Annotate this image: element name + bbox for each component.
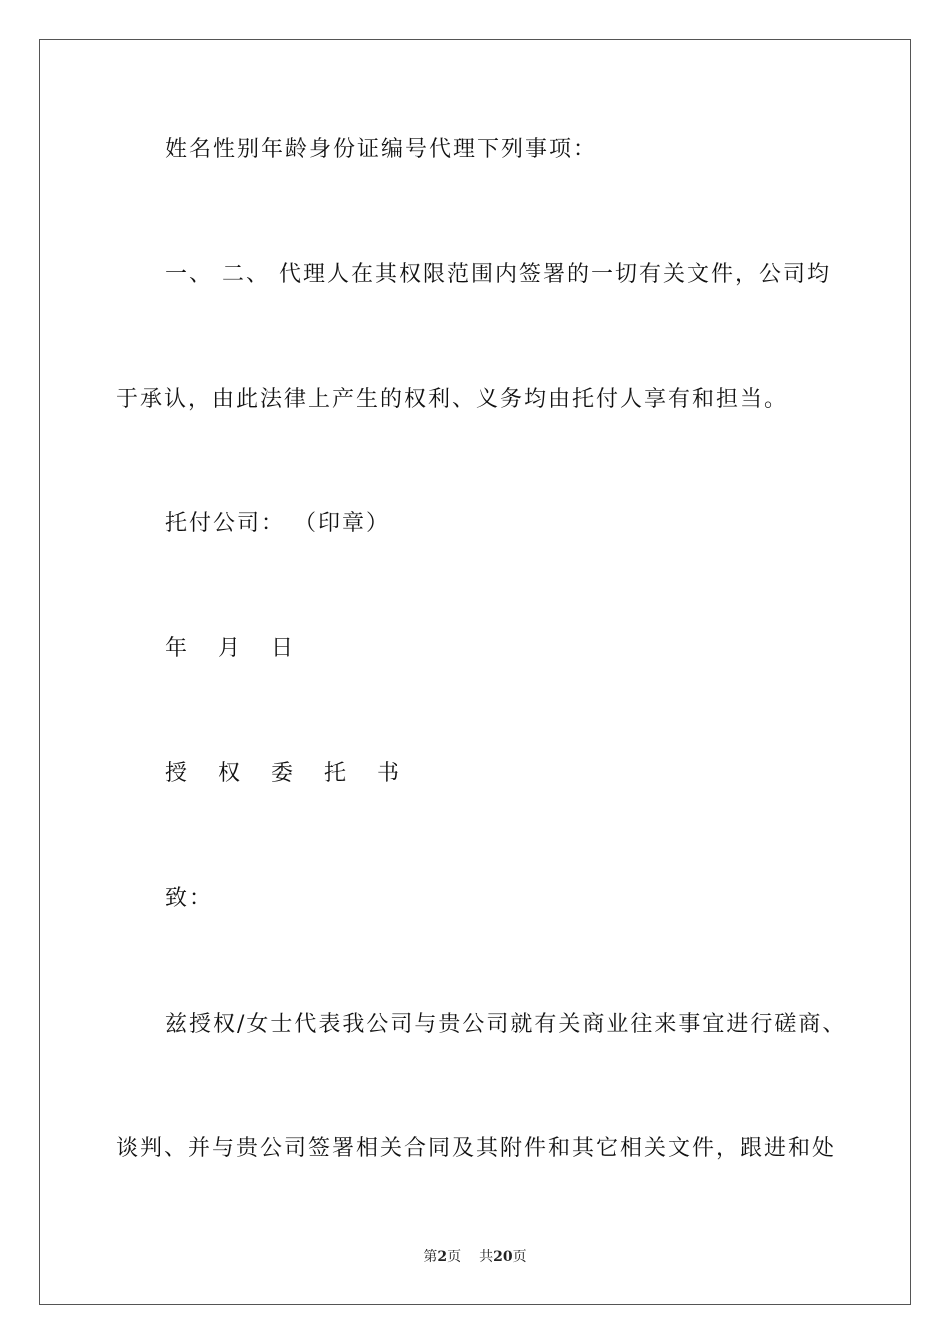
signature-company-line: 托付公司： （印章） xyxy=(165,511,390,536)
paragraph-line-9: 谈判、并与贵公司签署相关合同及其附件和其它相关文件，跟进和处 xyxy=(116,1136,837,1161)
document-heading: 授 权 委 托 书 xyxy=(165,761,411,786)
page-frame xyxy=(39,39,911,1305)
footer-prefix: 第 xyxy=(423,1249,438,1265)
paragraph-line-1: 姓名性别年龄身份证编号代理下列事项： xyxy=(165,137,598,162)
footer-current-page: 2 xyxy=(437,1249,448,1265)
footer-total-prefix: 共 xyxy=(479,1249,494,1265)
date-line: 年 月 日 xyxy=(165,636,305,661)
page-footer xyxy=(0,1247,950,1267)
paragraph-line-8: 兹授权/女士代表我公司与贵公司就有关商业往来事宜进行磋商、 xyxy=(165,1012,847,1037)
paragraph-line-2: 一、 二、 代理人在其权限范围内签署的一切有关文件，公司均 xyxy=(165,262,831,287)
footer-total-suffix: 页 xyxy=(512,1249,527,1265)
salutation-line: 致： xyxy=(165,886,214,911)
paragraph-line-3: 于承认，由此法律上产生的权利、义务均由托付人享有和担当。 xyxy=(116,387,789,412)
footer-total-pages: 20 xyxy=(493,1249,513,1265)
footer-page-suffix: 页 xyxy=(447,1249,462,1265)
